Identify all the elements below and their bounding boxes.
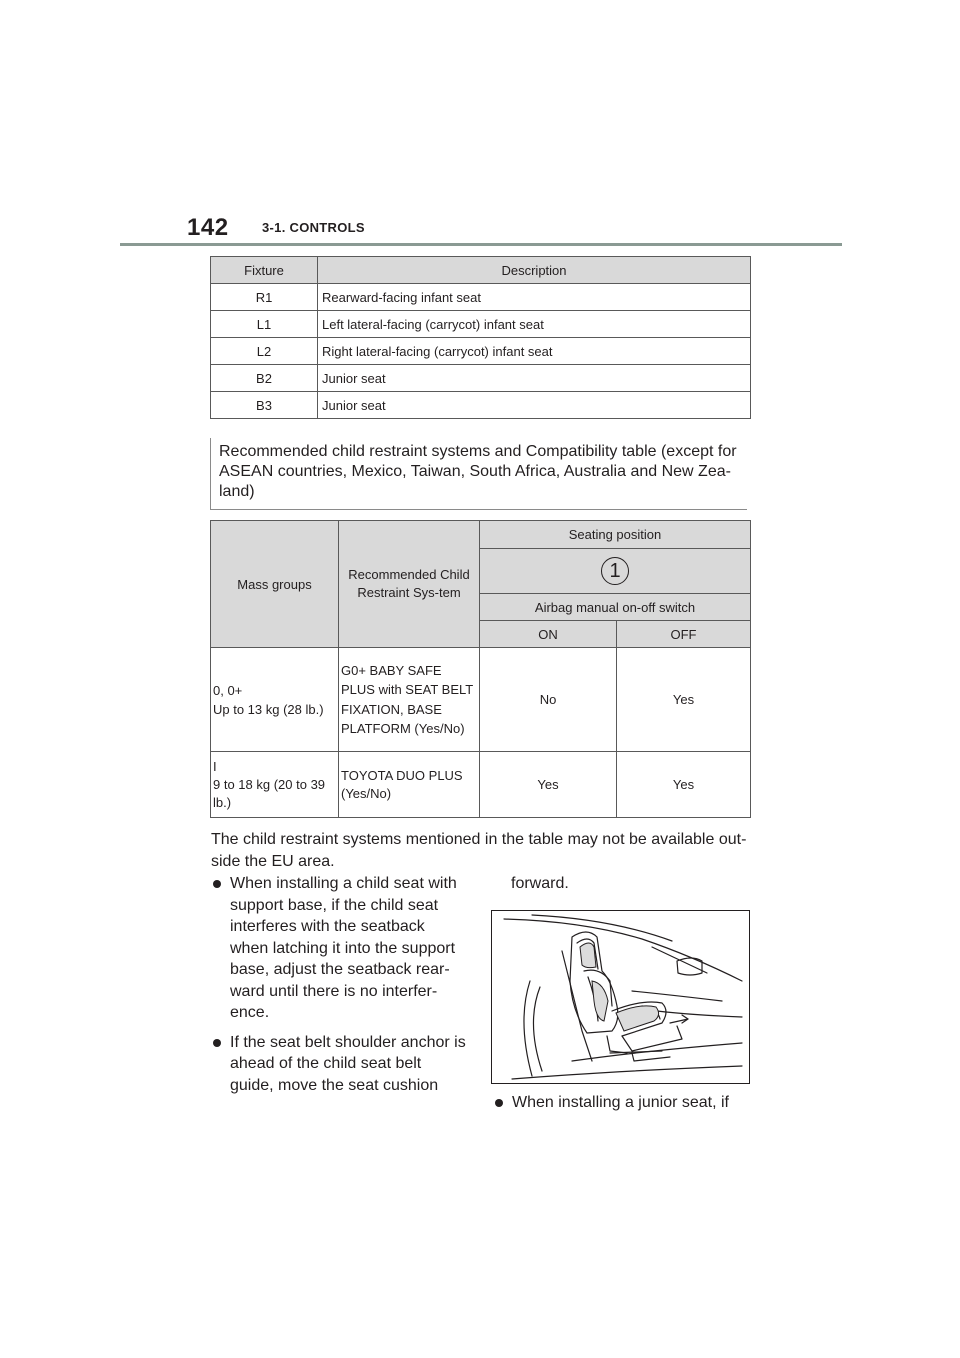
airbag-on-cell: Yes: [480, 752, 617, 818]
mass-group-detail: 9 to 18 kg (20 to 39 lb.): [213, 776, 326, 810]
airbag-off-cell: Yes: [617, 648, 751, 752]
description-cell: Rearward-facing infant seat: [318, 284, 751, 311]
mass-groups-header: Mass groups: [211, 521, 339, 648]
airbag-off-cell: Yes: [617, 752, 751, 818]
fixture-cell: L2: [211, 338, 318, 365]
table-row: [211, 311, 751, 338]
bullet-icon: [213, 1039, 221, 1047]
crs-cell: TOYOTA DUO PLUS (Yes/No): [339, 752, 480, 818]
list-item: [211, 873, 466, 1024]
list-item-text: If the seat belt shoulder anchor is ahead of the child seat belt guide, move the seat cushion: [230, 1033, 466, 1094]
recommended-crs-header: Recommended Child Restraint Sys-tem: [339, 521, 480, 648]
table-row: [211, 648, 751, 752]
car-seat-icon: [492, 911, 749, 1083]
crs-cell: G0+ BABY SAFE PLUS with SEAT BELT FIXATION, BASE PLATFORM (Yes/No): [339, 648, 480, 752]
fixture-cell: B3: [211, 392, 318, 419]
table-row: [211, 284, 751, 311]
seat-number-cell: [480, 549, 751, 594]
seat-number-badge: 1: [601, 557, 629, 585]
bullet-icon: [213, 880, 221, 888]
description-cell: Junior seat: [318, 365, 751, 392]
list-item: [493, 1092, 751, 1114]
mass-group-cell: [211, 648, 339, 752]
mass-group-detail: Up to 13 kg (28 lb.): [213, 701, 324, 717]
column-header-fixture: Fixture: [211, 257, 318, 284]
list-item-text: When installing a child seat with support base, if the child seat interferes with the seatback when latching it into the support base, adjust the seatback rear-ward until there is no interfer-ence.: [230, 875, 457, 1021]
child-seat-illustration: [491, 910, 750, 1084]
seating-position-header: Seating position: [480, 521, 751, 549]
mass-group-label: I: [213, 758, 217, 774]
airbag-switch-header: Airbag manual on-off switch: [480, 594, 751, 621]
continuation-text: forward.: [511, 875, 569, 892]
fixture-table: [210, 256, 751, 419]
table-header-row: [211, 257, 751, 284]
availability-note: The child restraint systems mentioned in the table may not be available out-side the EU area.: [211, 831, 747, 870]
caption-rule: [210, 509, 747, 510]
mass-group-cell: [211, 752, 339, 818]
fixture-cell: R1: [211, 284, 318, 311]
page-number: 142: [187, 214, 229, 241]
header-rule: [120, 243, 842, 246]
description-cell: Left lateral-facing (carrycot) infant seat: [318, 311, 751, 338]
bullet-list-right: [493, 1092, 751, 1122]
description-cell: Right lateral-facing (carrycot) infant seat: [318, 338, 751, 365]
list-item: [211, 1032, 466, 1097]
description-cell: Junior seat: [318, 392, 751, 419]
table-header-row: [211, 521, 751, 549]
compatibility-table: [210, 520, 751, 818]
column-header-description: Description: [318, 257, 751, 284]
list-item-text: When installing a junior seat, if: [512, 1094, 729, 1111]
airbag-on-cell: No: [480, 648, 617, 752]
airbag-off-header: OFF: [617, 621, 751, 648]
table-row: [211, 338, 751, 365]
table-row: [211, 752, 751, 818]
table-row: [211, 392, 751, 419]
airbag-on-header: ON: [480, 621, 617, 648]
mass-group-label: 0, 0+: [213, 682, 243, 698]
fixture-cell: L1: [211, 311, 318, 338]
fixture-cell: B2: [211, 365, 318, 392]
section-title: 3-1. CONTROLS: [262, 220, 365, 235]
table-caption: Recommended child restraint systems and Compatibility table (except for ASEAN countries, Mexico, Taiwan, South Africa, Australia and New Zea-land): [210, 438, 755, 510]
bullet-list: [211, 873, 466, 1104]
bullet-icon: [495, 1099, 503, 1107]
table-row: [211, 365, 751, 392]
